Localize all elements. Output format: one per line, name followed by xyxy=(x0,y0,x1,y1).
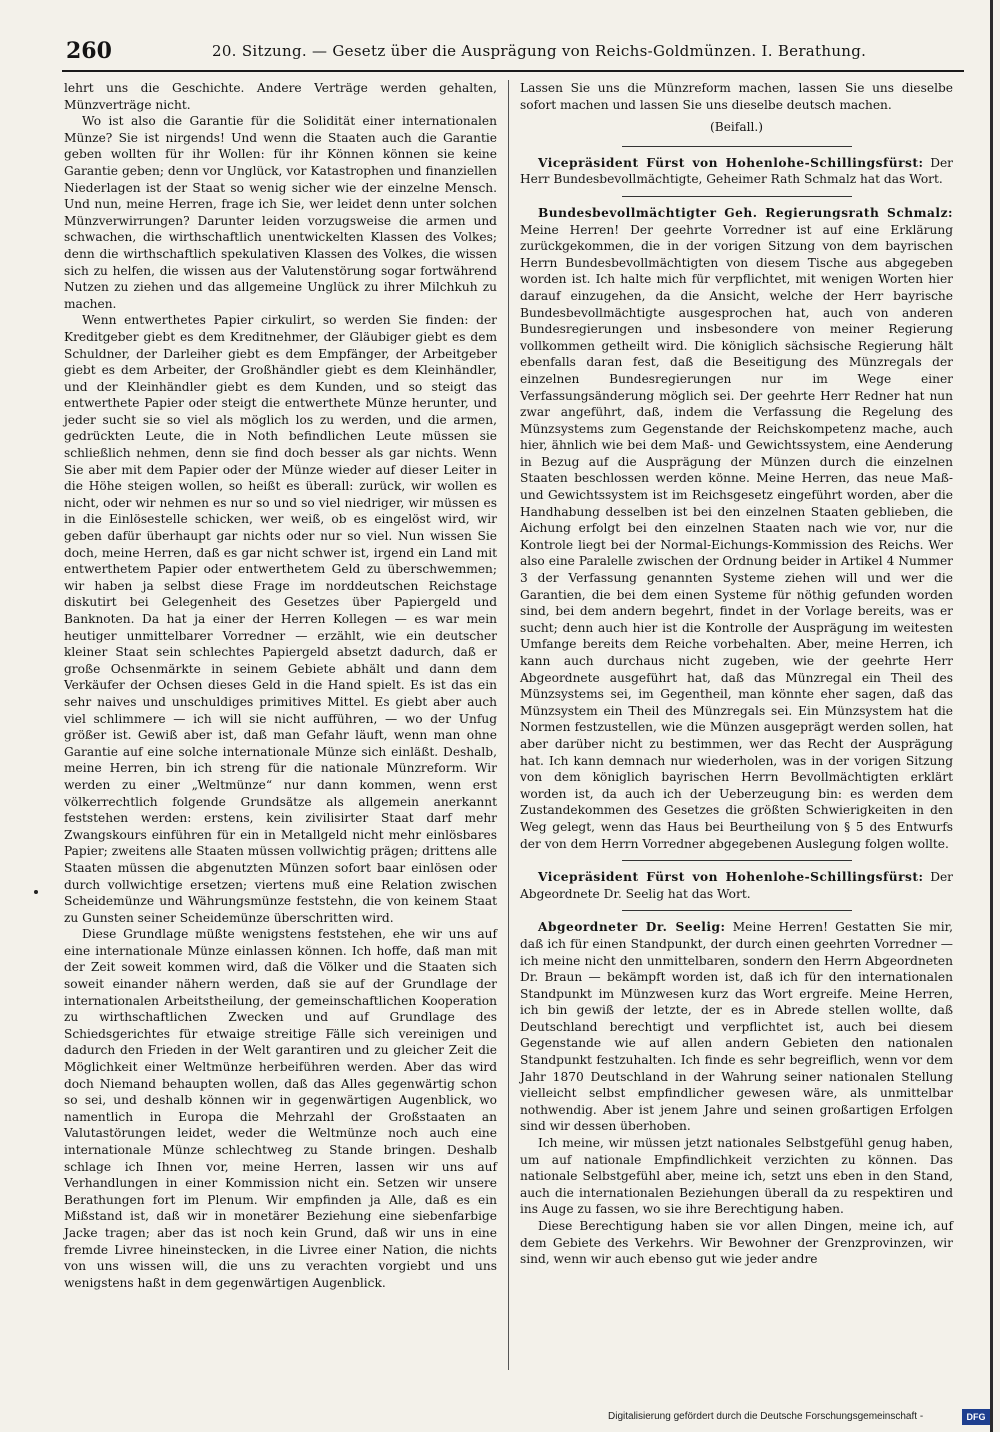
speaker-name: Vicepräsident Fürst von Hohenlohe-Schillingsfürst: xyxy=(538,870,924,885)
column-divider xyxy=(508,80,509,1370)
ink-speck xyxy=(34,890,38,894)
speech-text: Der Abgeordnete Dr. Seelig hat das Wort. xyxy=(520,870,953,901)
section-rule xyxy=(622,146,852,147)
paragraph: Wenn entwerthetes Papier cirkulirt, so werden Sie finden: der Kreditgeber giebt es dem Kreditnehmer, der Gläubiger giebt es dem Schuldner, der Darleiher giebt es dem Empfänger, der Arbeitgeber giebt es dem Arbeiter, der Großhändler giebt es dem Kleinhändler, und der Kleinhändler giebt es dem Kunden, und so steigt das entwerthete Papier oder steigt die entwerthete Münze herunter, und jeder sucht sie so viel als möglich los zu werden, und die armen, gedrückten Leute, die in Noth befindlichen Leute müssen sie schließlich nehmen, denn sie find doch besser als gar nichts. Wenn Sie aber mit dem Papier oder der Münze wieder auf dieser Leiter in die Höhe steigen wollen, so heißt es überall: zurück, wir wollen es nicht, oder wir nehmen es nur so und so viel niedriger, wir müssen es in die Einlösestelle schicken, wer weiß, ob es eingelöst wird, wir geben dafür überhaupt gar nichts oder nur so viel. Nun wissen Sie doch, meine Herren, daß es gar nicht schwer ist, irgend ein Land mit entwerthetem Papier oder entwerthetem Geld zu überschwemmen; wir haben ja selbst diese Frage im norddeutschen Reichstage diskutirt bei Gelegenheit des Gesetzes über Papiergeld und Banknoten. Da hat ja einer der Herren Kollegen — es war mein heutiger unmittelbarer Vorredner — erzählt, wie ein deutscher kleiner Staat sein schlechtes Papiergeld absetzt dadurch, daß er große Ochsenmärkte in seinem Gebiete abhält und dann dem Verkäufer der Ochsen dieses Geld in die Hand spielt. Es ist das ein sehr naives und unschuldiges primitives Mittel. Es giebt aber auch viel schlimmere — ich will sie nicht aufführen, — wo der Unfug größer ist. Gewiß aber ist, daß man Gefahr läuft, wenn man ohne Garantie auf eine solche internationale Münze sich einläßt. Deshalb, meine Herren, bin ich streng für die nationale Münzreform. Wir werden zu einer „Weltmünze“ nur dann kommen, wenn erst völkerrechtlich folgende Grundsätze als allgemein anerkannt feststehen werden: erstens, kein zivilisirter Staat darf mehr Zwangskours einführen für ein in Metallgeld nicht mehr einlösbares Papier; zweitens alle Staaten müssen vollwichtig prägen; drittens alle Staaten müssen die abgenutzten Münzen sofort baar einlösen oder durch vollwichtige ersetzen; viertens muß eine Relation zwischen Scheidemünze und Währungsmünze feststehn, die von keinem Staat zu Gunsten seiner Scheidemünze überschritten wird. xyxy=(64,313,497,925)
applause-note: (Beifall.) xyxy=(709,120,764,135)
paragraph: Diese Grundlage müßte wenigstens feststehen, ehe wir uns auf eine internationale Münze einlassen können. Ich hoffe, daß man mit der Zeit soweit kommen wird, daß die Völker und die Staaten sich soweit einander nähern werden, daß sie auf der Grundlage der internationalen Arbeitstheilung, der gemeinschaftlichen Kooperation zu wirthschaftlichen Zwecken und auf Grundlage des Schiedsgerichtes für etwaige streitige Fälle sich vereinigen und dadurch den Frieden in der Welt garantiren und zu gleicher Zeit die Möglichkeit einer Weltmünze herbeiführen werden. Aber das wird doch Niemand behaupten wollen, daß das Alles gegenwärtig schon so sei, und deshalb können wir in gegenwärtigen Augenblick, wo namentlich in Europa die Mehrzahl der Großstaaten an Valutastörungen leidet, weder die Weltmünze noch auch eine internationale Münze schlechtweg zu Stande bringen. Deshalb schlage ich Ihnen vor, meine Herren, lassen wir uns auf Verhandlungen in einer Kommission nicht ein. Setzen wir unsere Berathungen fort im Plenum. Wir empfinden ja Alle, daß es ein Mißstand ist, daß wir in monetärer Beziehung eine siebenfarbige Jacke tragen; aber das ist noch kein Grund, daß wir uns in eine fremde Livree hineinstecken, in die Livree einer Nation, die nichts von uns wissen will, die uns zu verachten vorgiebt und uns wenigstens haßt in dem gegenwärtigen Augenblick. xyxy=(64,927,497,1290)
speaker-name: Bundesbevollmächtigter Geh. Regierungsrath Schmalz: xyxy=(538,205,953,220)
speech-text: Meine Herren! Gestatten Sie mir, daß ich für einen Standpunkt, der durch einen geehrten Vorredner — ich meine nicht den unmittelbaren, sondern den Herrn Abgeordneten Dr. Braun — bekämpft worden ist, daß ich für den internationalen Standpunkt im Münzwesen kurz das Wort ergreife. Meine Herren, ich bin gewiß der letzte, der es in Abrede stellen wollte, daß Deutschland berechtigt und verpflichtet ist, auch bei diesem Gegenstande wie auf allen andern Gebieten den nationalen Standpunkt festzuhalten. Ich finde es sehr begreiflich, wenn vor dem Jahr 1870 Deutschland in der Wahrung seiner nationalen Stellung vielleicht selbst empfindlicher gewesen wäre, als unmittelbar nothwendig. Aber ist jenem Jahre und seinen großartigen Erfolgen sind wir dessen überhoben. xyxy=(520,920,953,1134)
section-rule xyxy=(622,196,852,197)
dfg-logo: DFG xyxy=(962,1409,990,1425)
section-rule xyxy=(622,860,852,861)
page-number: 260 xyxy=(66,38,112,64)
paragraph: Diese Berechtigung haben sie vor allen Dingen, meine ich, auf dem Gebiete des Verkehrs. Wir Bewohner der Grenzprovinzen, wir sind, wenn wir auch ebenso gut wie jeder andre xyxy=(520,1219,953,1267)
speech xyxy=(520,869,953,902)
speech-text: Meine Herren! Der geehrte Vorredner ist auf eine Erklärung zurückgekommen, die in der vorigen Sitzung von dem bayrischen Herrn Bundesbevollmächtigten von diesem Tische aus abgegeben worden ist. Ich halte mich für verpflichtet, mit wenigen Worten hier darauf einzugehen, da die Ansicht, welche der Herr bayrische Bundesbevollmächtigte ausgesprochen hat, auch von anderen Bundesregierungen und insbesondere von meiner Regierung vollkommen getheilt wird. Die königlich sächsische Regierung hält ebenfalls daran fest, daß die Beseitigung des Münzregals der einzelnen Bundesregierungen nur im Wege einer Verfassungsänderung möglich sei. Der geehrte Herr Redner hat nun zwar angeführt, daß, indem die Verfassung die Regelung des Münzsystems zum Gegenstande der Reichskompetenz mache, auch hier, ähnlich wie bei dem Maß- und Gewichtssystem, eine Aenderung in Bezug auf die Ausprägung der Münzen durch die einzelnen Staaten beschlossen werden könne. Meine Herren, das neue Maß- und Gewichtssystem ist im Reichsgesetz eingeführt worden, aber die Handhabung desselben ist bei den einzelnen Staaten geblieben, die Aichung erfolgt bei den einzelnen Staaten nach wie vor, nur die Kontrole liegt bei der Normal-Eichungs-Kommission des Reichs. Wer also eine Paralelle zwischen der Ordnung beider in Artikel 4 Nummer 3 der Verfassung genannten Systeme ziehen will und wer die Garantien, die bei dem einen Systeme für nöthig gefunden worden sind, bei dem andern begehrt, findet in der Vorlage bereits, was er sucht; denn auch hier ist die Kontrolle der Ausprägung im weitesten Umfange bereits dem Reiche vorbehalten. Aber, meine Herren, ich kann auch durchaus nicht zugeben, wie der geehrte Herr Abgeordnete ausgeführt hat, daß das Münzregal ein Theil des Münzsystems sei, im Gegentheil, man könnte eher sagen, daß das Münzsystem ein Theil des Münzregals sei. Ein Münzsystem hat die Normen festzustellen, wie die Münzen ausgeprägt werden sollen, hat aber darüber nicht zu bestimmen, wer das Recht der Ausprägung hat. Ich kann demnach nur wiederholen, was in der vorigen Sitzung von dem königlich bayrischen Herrn Bevollmächtigten erklärt worden ist, da auch ich der Ueberzeugung bin: es werden dem Zustandekommen des Gesetzes die größten Schwierigkeiten in den Weg gelegt, wenn das Haus bei Beurtheilung von § 5 des Entwurfs der von dem Herrn Vorredner abgegebenen Auslegung folgen wollte. xyxy=(520,222,953,851)
speaker-name: Vicepräsident Fürst von Hohenlohe-Schillingsfürst: xyxy=(538,155,924,170)
header-rule xyxy=(62,70,964,72)
digitization-credit: Digitalisierung gefördert durch die Deutsche Forschungsgemeinschaft - xyxy=(608,1411,924,1422)
speaker-name: Abgeordneter Dr. Seelig: xyxy=(538,920,726,935)
paragraph: lehrt uns die Geschichte. Andere Verträge werden gehalten, Münzverträge nicht. xyxy=(64,81,497,112)
speech-text: Der Herr Bundesbevollmächtigte, Geheimer Rath Schmalz hat das Wort. xyxy=(520,155,953,187)
paragraph: Wo ist also die Garantie für die Solidität einer internationalen Münze? Sie ist nirgends! Und wenn die Staaten auch die Garantie geben wollten für ihr Wollen: für ihr Können können sie keine Garantie geben; denn vor Unglück, vor Katastrophen und finanziellen Niederlagen ist der Staat so wenig sicher wie der einzelne Mensch. Und nun, meine Herren, frage ich Sie, wer leidet denn unter solchen Münzverwirrungen? Darunter leiden vorzugsweise die armen und schwachen, die wirthschaftlich unentwickelten Klassen des Volkes; denn die wirthschaftlich spekulativen Klassen des Volkes, die wissen sich zu helfen, die wissen aus der Valutenstörung sogar fortwährend Nutzen zu ziehen und das allgemeine Unglück zu ihrer Milchkuh zu machen. xyxy=(64,114,497,311)
speech xyxy=(520,155,953,188)
speech xyxy=(520,919,953,1135)
speech xyxy=(520,205,953,852)
right-column xyxy=(520,80,953,1370)
page-edge-line xyxy=(990,0,993,1432)
section-rule xyxy=(622,910,852,911)
paragraph: Lassen Sie uns die Münzreform machen, lassen Sie uns dieselbe sofort machen und lassen Sie uns dieselbe deutsch machen. xyxy=(520,81,953,112)
running-title: 20. Sitzung. — Gesetz über die Ausprägung von Reichs-Goldmünzen. I. Berathung. xyxy=(212,42,867,60)
page-header xyxy=(62,30,962,66)
left-column xyxy=(64,80,497,1370)
paragraph: Ich meine, wir müssen jetzt nationales Selbstgefühl genug haben, um auf nationale Empfindlichkeit verzichten zu können. Das nationale Selbstgefühl aber, meine ich, setzt uns eben in den Stand, auch die internationalen Beziehungen überall da zu respektiren und ins Auge zu fassen, wo sie ihre Berechtigung haben. xyxy=(520,1136,953,1217)
